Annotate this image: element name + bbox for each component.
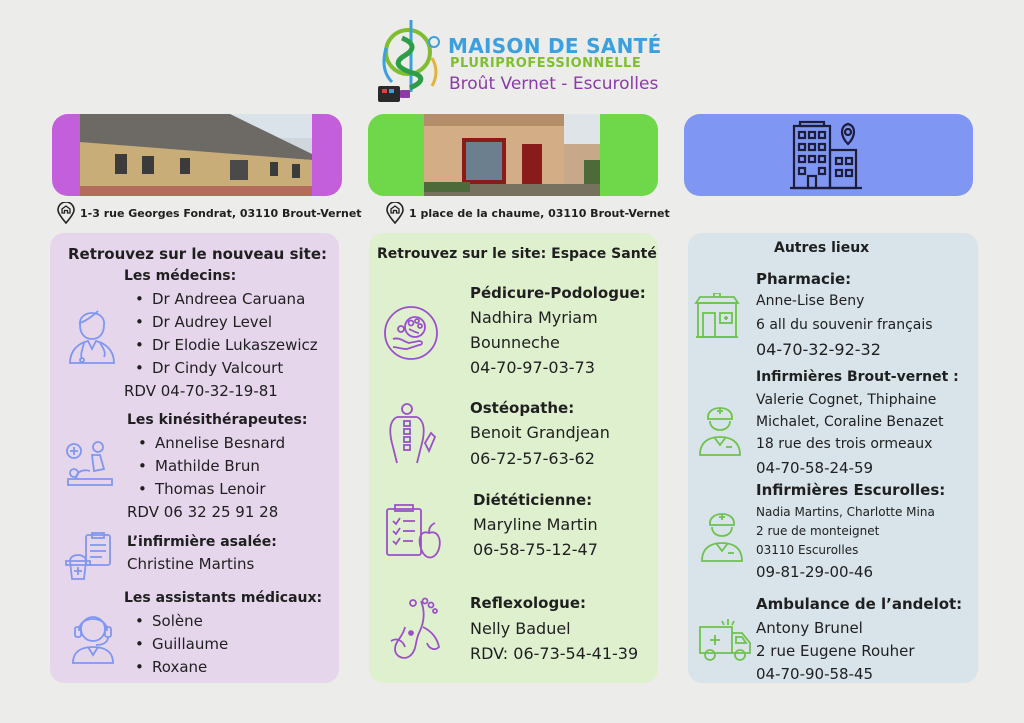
- caduceus-logo-icon: [376, 18, 446, 104]
- inf-escurolles-address2: 03110 Escurolles: [756, 543, 859, 557]
- inf-escurolles-title: Infirmières Escurolles:: [756, 481, 946, 499]
- list-item: • Dr Elodie Lukaszewicz: [152, 336, 318, 354]
- infirmiere-name: Christine Martins: [127, 555, 255, 573]
- inf-escurolles-names: Nadia Martins, Charlotte Mina: [756, 505, 935, 519]
- site2-banner: [368, 114, 658, 196]
- site2-address-text: 1 place de la chaume, 03110 Brout-Vernet: [409, 206, 670, 220]
- osteo-title: Ostéopathe:: [470, 399, 575, 417]
- ambulance-phone: 04-70-90-58-45: [756, 665, 874, 683]
- diet-phone: 06-58-75-12-47: [473, 540, 598, 559]
- diet-name: Maryline Martin: [473, 515, 598, 534]
- list-item: • Roxane: [152, 658, 207, 676]
- kines-rdv: RDV 06 32 25 91 28: [127, 503, 279, 521]
- card2-heading: Retrouvez sur le site: Espace Santé: [377, 246, 657, 262]
- logo-subtitle: PLURIPROFESSIONNELLE: [450, 56, 642, 71]
- site2-address: [385, 202, 670, 224]
- inf-brout-title: Infirmières Brout-vernet :: [756, 369, 959, 385]
- espace-sante-card: [369, 233, 658, 683]
- site2-building-photo: [424, 114, 600, 196]
- kines-title: Les kinésithérapeutes:: [127, 412, 308, 428]
- inf-brout-names2: Michalet, Coraline Benazet: [756, 414, 944, 430]
- osteo-name: Benoit Grandjean: [470, 423, 610, 442]
- list-item: • Annelise Besnard: [155, 434, 285, 452]
- list-item: • Dr Audrey Level: [152, 313, 272, 331]
- location-pin-icon: [385, 202, 405, 224]
- inf-escurolles-address1: 2 rue de monteignet: [756, 524, 880, 538]
- inf-escurolles-phone: 09-81-29-00-46: [756, 563, 874, 581]
- pharmacie-title: Pharmacie:: [756, 270, 852, 288]
- list-item: • Mathilde Brun: [155, 457, 260, 475]
- list-item: • Dr Cindy Valcourt: [152, 359, 283, 377]
- site1-address-text: 1-3 rue Georges Fondrat, 03110 Brout-Vernet: [80, 206, 362, 220]
- foot-care-icon: [383, 305, 439, 361]
- pharmacie-name: Anne-Lise Beny: [756, 293, 865, 309]
- diet-clipboard-apple-icon: [383, 503, 447, 561]
- reflexo-title: Reflexologue:: [470, 594, 587, 612]
- pedicure-name1: Nadhira Myriam: [470, 308, 598, 327]
- list-item: • Solène: [152, 612, 203, 630]
- autres-lieux-card: [688, 233, 978, 683]
- autres-lieux-banner: [684, 114, 973, 196]
- medecins-title: Les médecins:: [124, 268, 237, 284]
- pedicure-name2: Bounneche: [470, 333, 560, 352]
- list-item: • Dr Andreea Caruana: [152, 290, 305, 308]
- site1-building-photo: [80, 114, 312, 196]
- site1-banner: [52, 114, 342, 196]
- headset-assistant-icon: [70, 609, 116, 665]
- logo-title: MAISON DE SANTÉ: [448, 34, 662, 58]
- pharmacy-icon: [694, 293, 740, 339]
- building-location-icon: [790, 120, 866, 190]
- ambulance-title: Ambulance de l’andelot:: [756, 595, 963, 613]
- pedicure-phone: 04-70-97-03-73: [470, 358, 595, 377]
- spine-icon: [385, 403, 439, 467]
- pharmacie-address: 6 all du souvenir français: [756, 317, 933, 333]
- list-item: • Thomas Lenoir: [155, 480, 266, 498]
- inf-brout-phone: 04-70-58-24-59: [756, 459, 874, 477]
- reflexo-name: Nelly Baduel: [470, 619, 571, 638]
- doctor-icon: [66, 303, 118, 365]
- location-pin-icon: [56, 202, 76, 224]
- nurse-icon: [700, 509, 744, 563]
- pharmacie-phone: 04-70-32-92-32: [756, 340, 881, 359]
- medecins-rdv: RDV 04-70-32-19-81: [124, 382, 278, 400]
- osteo-phone: 06-72-57-63-62: [470, 449, 595, 468]
- nurse-icon: [698, 403, 742, 457]
- pedicure-title: Pédicure-Podologue:: [470, 284, 646, 302]
- reflexo-phone: RDV: 06-73-54-41-39: [470, 644, 639, 663]
- inf-brout-address: 18 rue des trois ormeaux: [756, 436, 933, 452]
- reflexology-foot-icon: [387, 597, 445, 663]
- assistants-title: Les assistants médicaux:: [124, 590, 323, 606]
- inf-brout-names1: Valerie Cognet, Thiphaine: [756, 392, 937, 408]
- nouveau-site-card: [50, 233, 339, 683]
- ambulance-address: 2 rue Eugene Rouher: [756, 642, 915, 660]
- physiotherapy-icon: [64, 439, 116, 491]
- card3-heading: Autres lieux: [774, 240, 870, 256]
- ambulance-icon: [698, 617, 752, 663]
- clipboard-nurse-icon: [64, 531, 116, 583]
- logo-location: Broût Vernet - Escurolles: [449, 74, 659, 94]
- infirmiere-title: L’infirmière asalée:: [127, 534, 277, 550]
- site1-address: [56, 202, 362, 224]
- ambulance-name: Antony Brunel: [756, 619, 863, 637]
- card1-heading: Retrouvez sur le nouveau site:: [68, 245, 327, 263]
- list-item: • Guillaume: [152, 635, 228, 653]
- diet-title: Diététicienne:: [473, 491, 593, 509]
